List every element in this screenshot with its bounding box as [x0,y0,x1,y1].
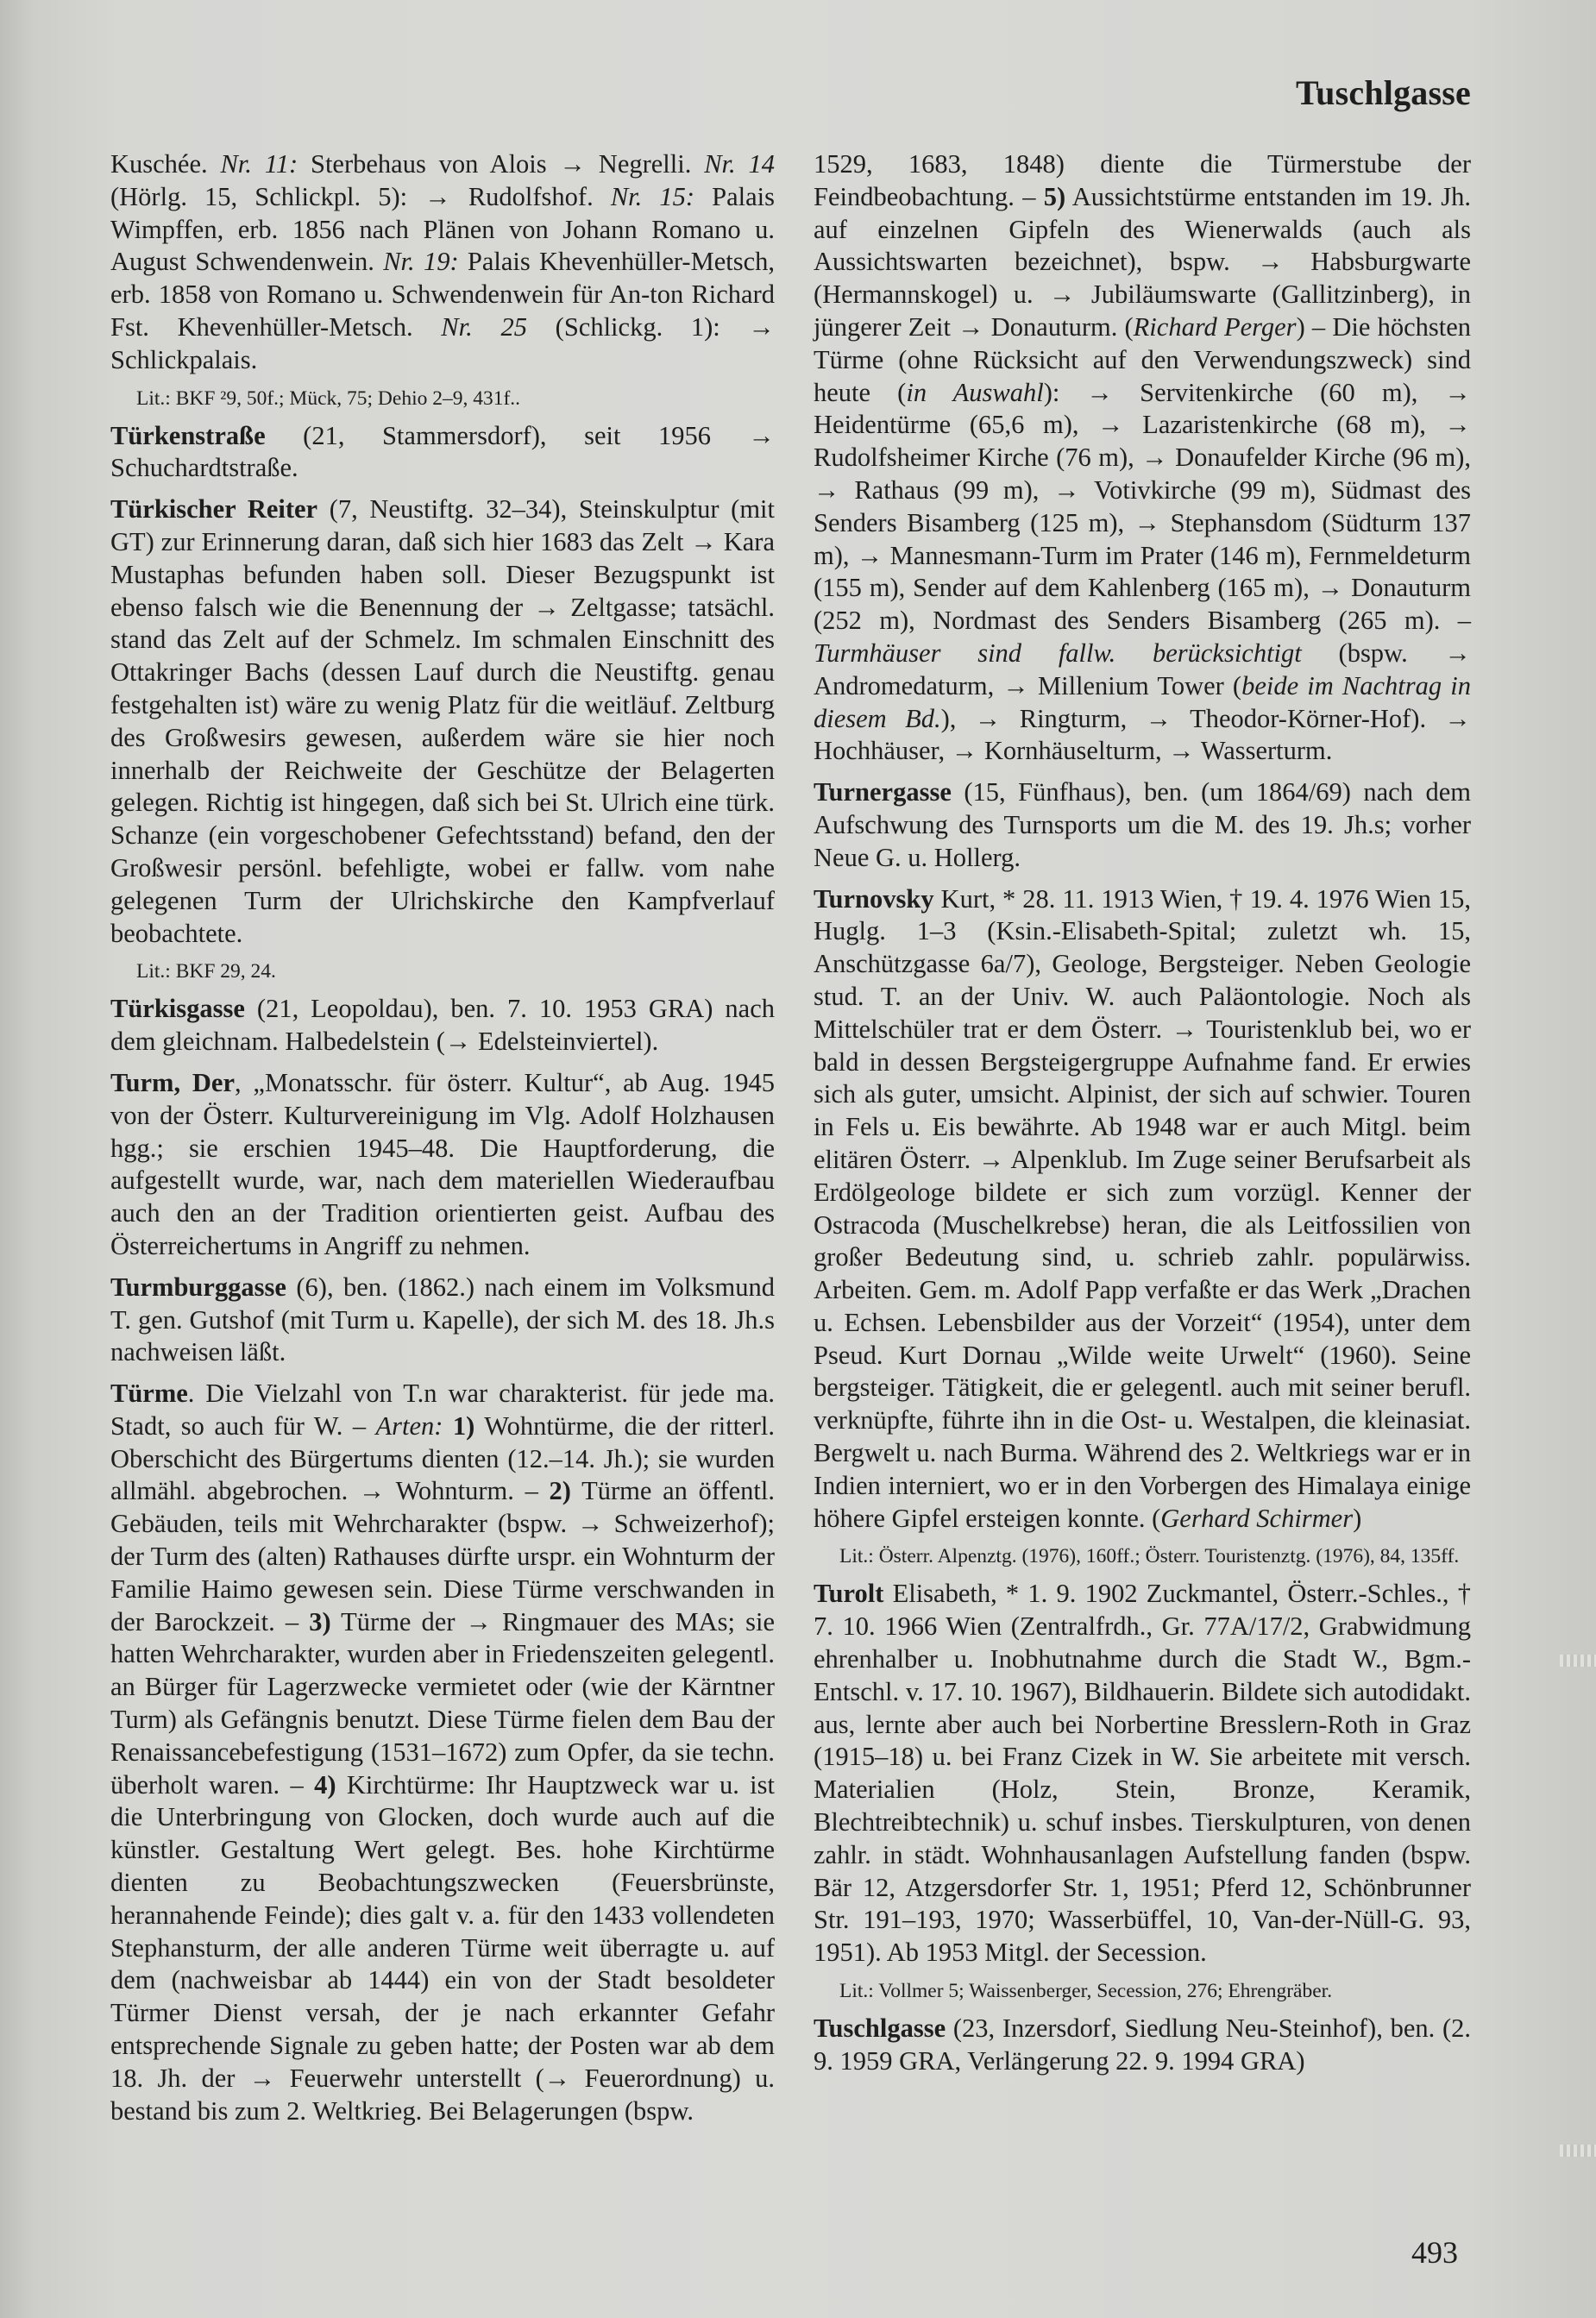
text: ) [1353,1503,1362,1533]
entry-text: (23, Inzersdorf, Siedlung Neu-Steinhof), ben. (2. 9. 1959 GRA, Verlängerung 22. 9. 1994 GRA) [814,2013,1471,2076]
headword: Tuschlgasse [814,2013,946,2044]
entry-turm-der [110,1067,775,1263]
italic-text: Nr. 25 [441,311,527,342]
headword: Turm, Der [110,1067,235,1097]
text: Kuschée. [110,149,221,179]
entry-text: (7, Neustiftg. 32–34), Steinskulptur (mit GT) zur Erinnerung daran, daß sich hier 1683 das Zelt → Kara Mustaphas befunden haben soll. Dieser Bezugspunkt ist ebenso falsch wie die Benennung der → Zeltgasse; tatsächl. stand das Zelt auf der Schmelz. Im schmalen Einschnitt des Ottakringer Bachs (dessen Lauf durch die Neustiftg. genau festgehalten ist) wäre zu wenig Platz für die weitläuf. Zeltburg des Großwesirs gewesen, außerdem wäre sie hier noch innerhalb der Reichweite der Geschütze der Belagerten gelegen. Richtig ist hingegen, daß sich bei St. Ulrich eine türk. Schanze (ein vorgeschobener Gefechtsstand) befand, den der Großwesir persönl. befehligte, wobei er fallw. vom nahe gelegenen Turm der Ulrichskirche den Kampfverlauf beobachtete. [110,494,775,948]
text: Palais Wimpffen, erb. 1856 nach Plänen von Johann Romano u. August Schwendenwein. [110,181,776,277]
text: ): → Servitenkirche (60 m), → Heidentürme (65,6 m), → Lazaristenkirche (68 m), → Rudolfsheimer Kirche (76 m), → Donaufelder Kirche (96 m), → Rathaus (99 m), → Votivkirche (99 m), Südmast des Senders Bisamberg (125 m), → Stephansdom (Südturm 137 m), → Mannesmann-Turm im Prater (146 m), Fernmeldeturm (155 m), Sender auf dem Kahlenberg (165 m), → Donauturm (252 m), Nordmast des Senders Bisamberg (265 m). – [814,377,1471,636]
italic-text: Nr. 15: [610,181,695,211]
bold-number: 5) [1043,181,1066,211]
entry-tuerkenstrasse [110,420,775,486]
scan-edge-mark [1560,2145,1596,2157]
left-column [110,148,775,2136]
italic-text: Nr. 19: [383,247,459,277]
entry-text: (15, Fünfhaus), ben. (um 1864/69) nach dem Aufschwung des Turnsports um die M. des 19. Jh.s; vorher Neue G. u. Hollerg. [814,777,1471,872]
text: ) – Die höchsten Türme (ohne Rücksicht auf den Verwendungszweck) sind heute ( [814,311,1471,407]
entry-tuerme [110,1378,775,2127]
text: 1529, 1683, 1848) diente die Türmerstube der Feindbeobachtung. – [814,149,1471,211]
entry-text: , „Monatsschr. für österr. Kultur“, ab Aug. 1945 von der Österr. Kulturvereinigung im Vlg. Adolf Holzhausen hgg.; sie erschien 1945–48. Die Hauptforderung, die aufgestellt wurde, war, nach dem materiellen Wiederaufbau auch den an der Tradition orientierten geist. Aufbau des Österreichertums in Angriff zu nehmen. [110,1067,775,1260]
entry-text: (21, Stammersdorf), seit 1956 → Schuchardtstraße. [110,420,775,483]
entry-tuerkisgasse [110,993,775,1058]
entry-text: (6), ben. (1862.) nach einem im Volksmund T. gen. Gutshof (mit Turm u. Kapelle), der sich M. des 18. Jh.s nachweisen läßt. [110,1272,775,1367]
italic-text: Arten: [375,1410,443,1441]
literature-note: Lit.: BKF 29, 24. [136,960,276,983]
entry-turolt [814,1578,1471,1969]
text: . Die Vielzahl von T.n war charakterist. für jede ma. Stadt, so auch für W. – [110,1379,775,1441]
text: Kurt, * 28. 11. 1913 Wien, † 19. 4. 1976 Wien 15, Huglg. 1–3 (Ksin.-Elisabeth-Spital; zuletzt wh. 15, Anschützgasse 6a/7), Geologe, Bergsteiger. Neben Geologie stud. T. an der Univ. W. auch Paläontologie. Noch als Mittelschüler trat er dem Österr. → Touristenklub bei, wo er bald in dessen Bergsteigergruppe Aufnahme fand. Er erwies sich als guter, umsicht. Alpinist, der sich auf schwier. Touren in Fels u. Eis bewährte. Ab 1948 war er auch Mitgl. beim elitären Österr. → Alpenklub. Im Zuge seiner Berufsarbeit als Erdölgeologe bildete er sich zum vorzügl. Kenner der Ostracoda (Muschelkrebse) heran, die als Leitfossilien von großer Bedeutung sind, u. schrieb zahlr. populärwiss. Arbeiten. Gem. m. Adolf Papp verfaßte er das Werk „Drachen u. Echsen. Lebensbilder aus der Vorzeit“ (1954), unter dem Pseud. Kurt Dornau „Wilde weite Urwelt“ (1960). Seine bergsteiger. Tätigkeit, die er gelegentl. auch mit seiner berufl. verknüpfte, führte ihn in die Ost- u. Westalpen, die kleinasiat. Bergwelt u. nach Burma. Während des 2. Weltkriegs war er in Indien interniert, wo er in den Vorbergen des Himalaya einige höhere Gipfel ersteigen konnte. ( [814,883,1471,1533]
headword: Türkisgasse [110,994,245,1024]
text: Palais Khevenhüller-Metsch, erb. 1858 von Romano u. Schwendenwein für An-ton Richard Fst. Khevenhüller-Metsch. [110,247,775,342]
literature-note: Lit.: Österr. Alpenztg. (1976), 160ff.; Österr. Touristenztg. (1976), 84, 135ff. [839,1545,1460,1568]
text: Wohntürme, die der ritterl. Oberschicht des Bürgertums dienten (12.–14. Jh.); sie wurden allmähl. abgebrochen. → Wohnturm. – [110,1410,775,1506]
author-signature: Gerhard Schirmer [1160,1503,1354,1533]
text: Türme der → Ringmauer des MAs; sie hatten Wehrcharakter, wurden aber in Friedenszeiten gelegentl. an Bürger für Lagerzwecke vermietet oder (wie der Kärntner Turm) als Gefängnis benutzt. Diese Türme fielen dem Bau der Renaissancebefestigung (1531–1672) zum Opfer, da sie techn. überholt waren. – [110,1606,775,1800]
entry-turnovsky [814,883,1471,1536]
entry-turmburggasse [110,1272,775,1369]
bold-number: 2) [549,1476,571,1506]
scan-edge-mark [1560,1655,1596,1667]
literature-note: Lit.: Vollmer 5; Waissenberger, Secession, 276; Ehrengräber. [839,1980,1333,2003]
headword: Türme [110,1379,188,1409]
text: (bspw. → Andromedaturm, → Millenium Tower ( [814,638,1471,700]
text: Aussichtstürme entstanden im 19. Jh. auf einzelnen Gipfeln des Wienerwalds (auch als Aussichtswarten bezeichnet), bspw. → Habsburgwarte (Hermannskogel) u. → Jubiläumswarte (Gallitzinberg), in jüngerer Zeit → Donauturm. ( [814,181,1471,342]
headword: Türkenstraße [110,420,266,450]
author-signature: Richard Perger [1133,311,1297,342]
bold-number: 3) [309,1606,331,1636]
italic-text: Turmhäuser sind fallw. berücksichtigt [814,638,1302,668]
bold-number: 4) [314,1769,336,1800]
entry-turnergasse [814,776,1471,874]
text: ), → Ringturm, → Theodor-Körner-Hof). → Hochhäuser, → Kornhäuselturm, → Wasserturm. [814,703,1471,766]
headword: Türkischer Reiter [110,494,318,525]
right-column [814,148,1471,2087]
italic-text: in Auswahl [906,377,1044,407]
entry-continued-kuschee [110,148,775,377]
headword: Turnovsky [814,883,934,914]
bold-number: 1) [443,1410,475,1441]
italic-text: Nr. 14 [704,149,775,179]
italic-text: Nr. 11: [220,149,298,179]
entry-text: (21, Leopoldau), ben. 7. 10. 1953 GRA) nach dem gleichnam. Halbedelstein (→ Edelsteinviertel). [110,994,775,1057]
headword: Turolt [814,1579,884,1609]
headword: Turnergasse [814,777,952,807]
entry-tuerkischer-reiter [110,493,775,950]
text: Kirchtürme: Ihr Hauptzweck war u. ist die Unterbringung von Glocken, doch wurde auch auf die künstler. Gestaltung Wert gelegt. Bes. hohe Kirchtürme dienten zu Beobachtungszwecken (Feuersbrünste, herannahende Feinde); dies galt v. a. für den 1433 vollendeten Stephansturm, der alle anderen Türme weit überragte u. auf dem (nachweisbar ab 1444) ein von der Stadt besoldeter Türmer Dienst versah, der je nach erkannter Gefahr entsprechende Signale zu geben hatte; der Posten war ab dem 18. Jh. der → Feuerwehr unterstellt (→ Feuerordnung) u. bestand bis zum 2. Weltkrieg. Bei Belagerungen (bspw. [110,1769,775,2126]
entry-tuerme-continued [814,148,1471,768]
page-number: 493 [1411,2235,1458,2270]
text: (Schlickg. 1): → Schlickpalais. [110,311,775,374]
text: (Hörlg. 15, Schlickpl. 5): → Rudolfshof. [110,181,611,211]
text: Türme an öffentl. Gebäuden, teils mit Wehrcharakter (bspw. → Schweizerhof); der Turm des (alten) Rathauses dürfte urspr. ein Wohnturm der Familie Haimo gewesen sein. Diese Türme verschwanden in der Barockzeit. – [110,1476,775,1636]
text: Sterbehaus von Alois → Negrelli. [298,149,705,179]
literature-note: Lit.: BKF ²9, 50f.; Mück, 75; Dehio 2–9, 431f.. [136,386,521,410]
entry-text: Elisabeth, * 1. 9. 1902 Zuckmantel, Österr.-Schles., † 7. 10. 1966 Wien (Zentralfrdh., Gr. 77A/17/2, Grabwidmung ehrenhalber u. Inobhutnahme durch die Stadt W., Bgm.-Entschl. v. 17. 10. 1967), Bildhauerin. Bildete sich autodidakt. aus, lernte aber auch bei Norbertine Bresslern-Roth in Graz (1915–18) u. bei Franz Cizek in W. Sie arbeitete mit versch. Materialien (Holz, Stein, Bronze, Keramik, Blechtreibtechnik) u. schuf insbes. Tierskulpturen, von denen zahlr. in städt. Wohnhausanlagen Aufstellung fanden (bspw. Bär 12, Atzgersdorfer Str. 1, 1951; Pferd 12, Schönbrunner Str. 191–193, 1970; Wasserbüffel, 10, Van-der-Nüll-G. 93, 1951). Ab 1953 Mitgl. der Secession. [814,1579,1471,1968]
running-head: Tuschlgasse [1295,73,1471,112]
headword: Turmburggasse [110,1272,286,1302]
entry-tuschlgasse [814,2013,1471,2078]
italic-text: beide im Nachtrag in diesem Bd. [814,670,1471,733]
